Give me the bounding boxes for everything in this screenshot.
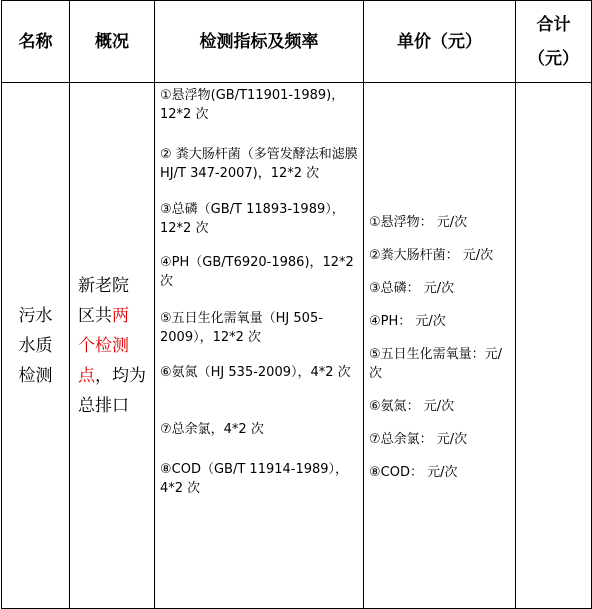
overview-highlight: 点	[78, 365, 95, 386]
indicator-item: ⑦总余氯，4*2 次	[160, 422, 264, 437]
header-total: 合计 （元）	[516, 1, 592, 83]
cell-name	[2, 83, 70, 609]
cell-unit-prices	[364, 83, 516, 609]
cell-indicators	[155, 83, 364, 609]
cell-total	[516, 83, 592, 609]
indicator-item: ⑤五日生化需氧量（HJ 505-2009），12*2 次	[160, 311, 323, 345]
indicator-item: ③总磷（GB/T 11893-1989），12*2 次	[160, 202, 345, 236]
header-name: 名称	[2, 1, 70, 83]
price-item: ④PH： 元/次	[369, 314, 446, 329]
overview-text: 总排口	[78, 395, 129, 416]
price-item: ②粪大肠杆菌： 元/次	[369, 248, 494, 263]
indicator-item: ② 粪大肠杆菌（多管发酵法和滤膜 HJ/T 347-2007)，12*2 次	[160, 147, 358, 181]
header-overview: 概况	[70, 1, 155, 83]
indicator-item: ⑥氨氮（HJ 535-2009），4*2 次	[160, 365, 351, 380]
indicator-item: ⑧COD（GB/T 11914-1989），4*2 次	[160, 462, 349, 496]
overview-highlight: 两	[112, 305, 129, 326]
name-line: 污水	[18, 305, 53, 326]
price-item: ③总磷： 元/次	[369, 281, 455, 296]
price-item: ⑦总余氯： 元/次	[369, 432, 468, 447]
name-line: 检测	[18, 365, 53, 386]
indicator-item: ④PH（GB/T6920-1986)，12*2 次	[160, 255, 354, 289]
overview-highlight: 个检测	[78, 335, 129, 356]
fee-table	[1, 0, 592, 609]
table-row	[2, 83, 592, 609]
header-unit-price: 单价（元）	[364, 1, 516, 83]
overview-text: 区共	[78, 305, 112, 326]
price-item: ⑤五日生化需氧量：元/次	[369, 347, 503, 381]
header-indicators: 检测指标及频率	[155, 1, 364, 83]
price-item: ⑧COD： 元/次	[369, 465, 458, 480]
price-item: ⑥氨氮： 元/次	[369, 399, 455, 414]
overview-text: ，均为	[95, 365, 146, 386]
cell-overview	[70, 83, 155, 609]
header-row	[2, 1, 592, 83]
overview-text: 新老院	[78, 275, 129, 296]
price-item: ①悬浮物： 元/次	[369, 215, 468, 230]
indicator-item: ①悬浮物(GB/T11901-1989)，12*2 次	[160, 88, 345, 122]
name-line: 水质	[18, 335, 53, 356]
